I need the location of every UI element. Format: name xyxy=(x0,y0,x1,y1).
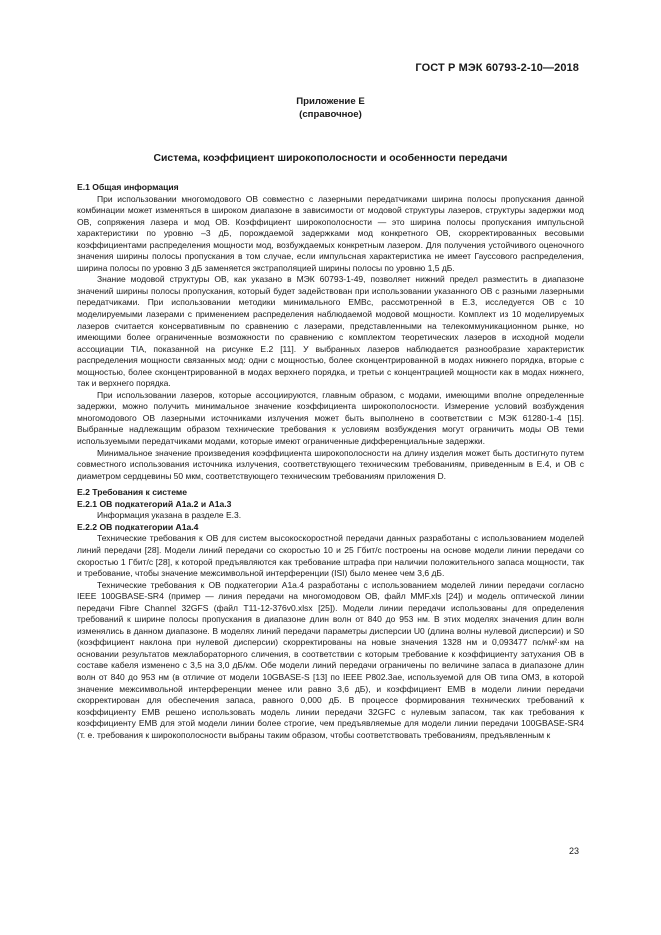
document-title: Система, коэффициент широкополосности и особенности передачи xyxy=(153,153,508,164)
page-number: 23 xyxy=(568,846,579,856)
subsection-heading-e2-1: Е.2.1 ОВ подкатегорий А1а.2 и А1а.3 xyxy=(77,498,232,509)
paragraph: Технические требования к ОВ для систем высокоскоростной передачи данных разработаны с использованием моделей линий передачи [28]. Модели линий передачи со скоростью 10 и 25 Гбит/с построены на основе модели линии передачи со скоростью 1 Гбит/с [28], к которой предъявляются как требование штрафа при наличии положительного запаса мощности, так и требование, чтобы значение межсимвольной интерференции (ISI) было менее чем 3,6 дБ. xyxy=(77,533,584,579)
appendix-subtitle: (справочное) xyxy=(299,108,362,120)
appendix-title: Приложение Е xyxy=(296,96,365,107)
paragraph: При использовании многомодового ОВ совместно с лазерными передатчиками ширина полосы пропускания данной комбинации может изменяться в широком диапазоне в зависимости от модовой структуры лазеров, структуры задержки мод ОВ, сопряжения лазера и мод ОВ. Коэффициент широкополосности — это ширина полосы пропускания импульсной характеристики по уровню –3 дБ, порождаемой задержками мод конкретного ОВ, скорректированных весовыми коэффициентами распределения мощности мод, возбуждаемых конкретным лазером. Для получения устойчивого оценочного значения ширины полосы пропускания в том случае, если импульсная характеристика не имеет Гауссового распределения, ширина полосы по уровню 3 дБ заменяется экстраполяцией ширины полосы по уровню 1,5 дБ. xyxy=(77,193,584,273)
section-heading-e1: Е.1 Общая информация xyxy=(77,182,179,192)
paragraph: Технические требования к ОВ подкатегории А1а.4 разработаны с использованием моделей линии передачи согласно IEEE 100GBASE-SR4 (пример — линия передачи на многомодовом ОВ, файл MMF.xls [24]) и модель оптической линии передачи Fibre Channel 32GFS (файл T11-12-376v0.xlsx [25]). Модели линии передачи использованы для определения требований к ширине полосы пропускания в диапазоне длин волн от 840 до 953 нм. В этих моделях значения длин волн изменялись в данном диапазоне. В моделях линий передачи параметры дисперсии U0 (длина волны нулевой дисперсии) и S0 (коэффициент наклона при нулевой дисперсии) скорректированы на новые значения 1328 нм и 0,093477 пс/нм²·км на основании результатов межлабораторного сличения, в соответствии с которым требование к коэффициенту затухания ОВ в составе кабеля изменено с 3,5 на 3,0 дБ/км. Обе модели линий передачи ограничены по величине запаса в диапазоне длин волн от 840 до 953 нм (в отличие от модели 10GBASE-S [13] по IEEE P802.3ae, используемой для ОВ типа ОМ3, в которой значение межсимвольной интерференции менее или равно 3,6 дБ), и коэффициент EMB в модели линии передачи скорректирован для обеспечения запаса, равного 0,000 дБ. В процессе формирования технических требований к коэффициенту EMB решено использовать модель линии передачи 32GFC с нулевым запасом, так как требования к коэффициенту EMB для этой модели линии более строгие, чем предъявляемые для модели линии передачи 100GBASE-SR4 (т. е. требования к широкополосности выбраны таким образом, чтобы соответствовать требованиям, предъявленным к xyxy=(77,579,584,740)
section-heading-e2: Е.2 Требования к системе xyxy=(77,487,188,498)
paragraph: При использовании лазеров, которые ассоциируются, главным образом, с модами, имеющими вполне определенные задержки, можно получить минимальное значение коэффициента широкополосности. Измерение условий возбуждения многомодового ОВ лазерными источниками излучения может быть выполнено в соответствии с МЭК 61280-1-4 [15]. Выбранные надлежащим образом технические требования к условиям возбуждения могут ограничить моды ОВ теми используемыми передатчиками модами, которые имеют ограниченные дифференциальные задержки. xyxy=(77,389,584,447)
paragraph: Знание модовой структуры ОВ, как указано в МЭК 60793-1-49, позволяет нижний предел разместить в диапазоне значений ширины полосы пропускания, который будет задействован при использовании указанного ОВ с разными лазерными передатчиками. При использовании методики минимального EMBc, рассмотренной в Е.3, исследуется ОВ с 10 моделируемыми лазерами с применением распределения наблюдаемой модовой мощности. Комплект из 10 моделируемых лазеров считается консервативным по сравнению с лазерами, представленными на телекоммуникационном рынке, но имеющими более ограниченные возможности по сравнению с комплектом теоретических лазеров в исходной модели ассоциации TIA, показанной на рисунке Е.2 [11]. У выбранных лазеров наблюдается разнообразие характеристик распределения мощности связанных мод: одни с мощностью, более сконцентрированной в модах нижнего порядка, вторые с мощностью, более сконцентрированной в модах верхнего порядка, и третьи с концентрацией мощности как в модах нижнего, так и верхнего порядка. xyxy=(77,274,584,389)
paragraph: Информация указана в разделе Е.3. xyxy=(97,510,242,521)
subsection-heading-e2-2: Е.2.2 ОВ подкатегории А1а.4 xyxy=(77,521,199,532)
appendix-heading xyxy=(0,96,661,121)
document-body xyxy=(77,182,584,741)
paragraph: Минимальное значение произведения коэффициента широкополосности на длину изделия может быть достигнуто путем совместного использования источника излучения, соответствующего техническим требованиям, приведенным в Е.4, и ОВ с диаметром сердцевины 50 мкм, соответствующего техническим требованиям приложения D. xyxy=(77,447,584,481)
page-header: ГОСТ Р МЭК 60793-2-10—2018 xyxy=(415,62,579,74)
